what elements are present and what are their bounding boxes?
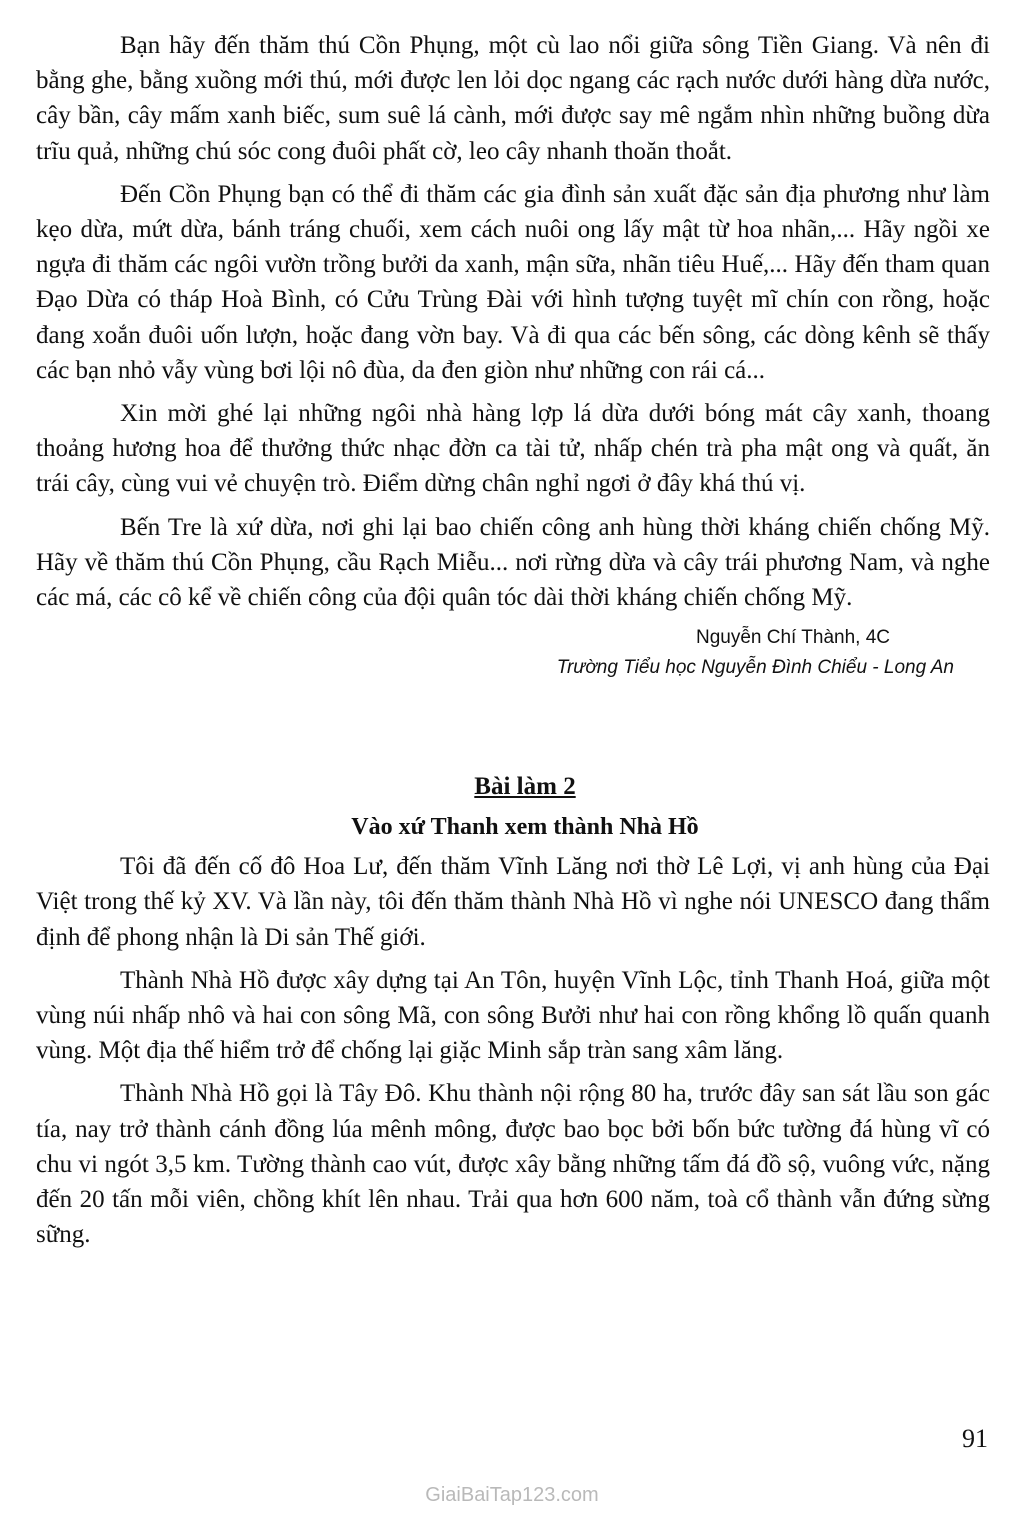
page-number: 91: [962, 1424, 988, 1453]
section-title: Vào xứ Thanh xem thành Nhà Hồ: [351, 814, 699, 841]
author-signature: Nguyễn Chí Thành, 4C: [696, 627, 890, 649]
paragraph-7: Thành Nhà Hồ gọi là Tây Đô. Khu thành nội rộng 80 ha, trước đây san sát lầu son gác tía, nay trở thành cánh đồng lúa mênh mông, được bao bọc bởi bốn bức tường đá hùng vĩ có chu vi ngót 3,5 km. Tường thành cao vút, được xây bằng những tấm đá đồ sộ, vuông vức, nặng đến 20 tấn mỗi viên, chồng khít lên nhau. Trải qua hơn 600 năm, toà cổ thành vẫn đứng sừng sững.: [36, 1080, 990, 1249]
paragraph-2: Đến Cồn Phụng bạn có thể đi thăm các gia đình sản xuất đặc sản địa phương như làm kẹo dừa, mứt dừa, bánh tráng chuối, xem cách nuôi ong lấy mật từ hoa nhãn,... Hãy ngồi xe ngựa đi thăm các ngôi vườn trồng bưởi da xanh, mận sữa, nhãn tiêu Huế,... Hãy đến tham quan Đạo Dừa có tháp Hoà Bình, có Cửu Trùng Đài với hình tượng tuyệt mĩ chín con rồng, hoặc đang xoắn đuôi uốn lượn, hoặc đang vờn bay. Và đi qua các bến sông, các dòng kênh sẽ thấy các bạn nhỏ vẫy vùng bơi lội nô đùa, da đen giòn như những con rái cá...: [36, 180, 990, 384]
author-school: Trường Tiểu học Nguyễn Đình Chiểu - Long An: [556, 657, 954, 679]
paragraph-5: Tôi đã đến cố đô Hoa Lư, đến thăm Vĩnh Lăng nơi thờ Lê Lợi, vị anh hùng của Đại Việt trong thế kỷ XV. Và lần này, tôi đến thăm thành Nhà Hồ vì nghe nói UNESCO đang thẩm định để phong nhận là Di sản Thế giới.: [36, 853, 990, 951]
watermark: GiaiBaiTap123.com: [425, 1484, 599, 1506]
paragraph-3: Xin mời ghé lại những ngôi nhà hàng lợp lá dừa dưới bóng mát cây xanh, thoang thoảng hương hoa để thưởng thức nhạc đờn ca tài tử, nhấp chén trà pha mật ong và quất, ăn trái cây, cùng vui vẻ chuyện trò. Điểm dừng chân nghỉ ngơi ở đây khá thú vị.: [36, 400, 990, 498]
document-page: [36, 28, 990, 1260]
section-heading: Bài làm 2: [474, 773, 576, 801]
paragraph-6: Thành Nhà Hồ được xây dựng tại An Tôn, huyện Vĩnh Lộc, tỉnh Thanh Hoá, giữa một vùng núi nhấp nhô và hai con sông Mã, con sông Bưởi như hai con rồng khổng lồ quấn quanh vùng. Một địa thế hiểm trở để chống lại giặc Minh sắp tràn sang xâm lăng.: [36, 966, 990, 1065]
paragraph-4: Bến Tre là xứ dừa, nơi ghi lại bao chiến công anh hùng thời kháng chiến chống Mỹ. Hãy về thăm thú Cồn Phụng, cầu Rạch Miễu... nơi rừng dừa và cây trái phương Nam, và nghe các má, các cô kể về chiến công của đội quân tóc dài thời kháng chiến chống Mỹ.: [36, 513, 990, 612]
paragraph-1: Bạn hãy đến thăm thú Cồn Phụng, một cù lao nổi giữa sông Tiền Giang. Và nên đi bằng ghe, bằng xuồng mới thú, mới được len lỏi dọc ngang các rạch nước dưới hàng dừa nước, cây bần, cây mấm xanh biếc, sum suê lá cành, mới được say mê ngắm nhìn những buồng dừa trĩu quả, những chú sóc cong đuôi phất cờ, leo cây nhanh thoăn thoắt.: [36, 32, 990, 165]
